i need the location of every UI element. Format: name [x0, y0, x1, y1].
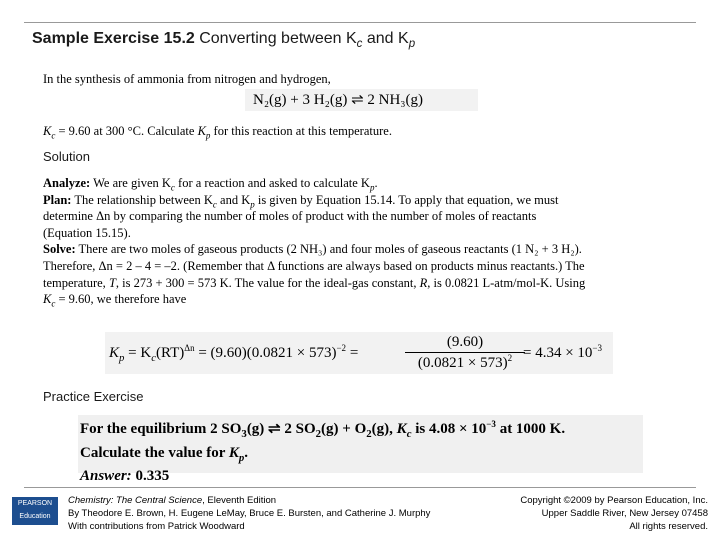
practice-answer: Answer: 0.335 — [80, 468, 170, 484]
solve-line-2: Therefore, Δn = 2 – 4 = –2. (Remember that Δ functions are always based on products minus reactants.) The — [43, 259, 585, 273]
plan-line-1: Plan: The relationship between $K_c$ and $K_p$ is given by Equation 15.14. To apply that equation, we must — [43, 192, 559, 210]
practice-box — [78, 415, 643, 484]
practice-heading: Practice Exercise — [43, 389, 144, 404]
solve-line-1: Solve: There are two moles of gaseous products (2 NH₃) and four moles of gaseous reactants (1 N₂ + 3 H₂). — [43, 242, 582, 257]
analyze-line: Analyze: We are given $K_c$ for a reaction and asked to calculate $K_p$. — [43, 176, 378, 193]
practice-line-2: Calculate the value for $K_p$. — [80, 444, 249, 464]
footer-citation: Chemistry: The Central Science, Eleventh Edition By Theodore E. Brown, H. Eugene LeMay, Bruce E. Bursten, and Catherine J. Murphy With contributions from Patrick Woodward — [68, 495, 431, 532]
reaction-equation: N₂(g) + 3 H₂(g) ⇌ 2 NH₃(g) — [245, 89, 478, 111]
solve-line-3: temperature, T, is 273 + 300 = 573 K. The value for the ideal-gas constant, R, is 0.0821 L-atm/mol-K. Using — [43, 275, 586, 290]
pearson-logo: PEARSON Education — [12, 497, 58, 525]
page-title: Sample Exercise 15.2 Converting between $K_c$ and $K_p$ — [32, 30, 416, 51]
solution-heading: Solution — [43, 149, 90, 164]
given-text: $K_c = 9.60$ at 300 °C. Calculate $K_p$ for this reaction at this temperature. — [43, 124, 392, 141]
bottom-rule — [24, 487, 696, 488]
kp-calculation: $K_p = K_c(RT)^{\Delta n} = (9.60)(0.0821 \times 573)^{-2}$ = (9.60) $(0.0821 \times 573)^2$ = $4.34 \times 10^{-3}$ — [105, 332, 613, 374]
plan-line-2: determine Δn by comparing the number of moles of product with the number of moles of reactants — [43, 209, 537, 224]
intro-text: In the synthesis of ammonia from nitrogen and hydrogen, — [43, 72, 331, 86]
solve-line-4: $K_c = 9.60$, we therefore have — [43, 292, 187, 309]
footer-copyright: Copyright ©2009 by Pearson Education, Inc. Upper Saddle River, New Jersey 07458 All rights reserved. — [520, 495, 708, 532]
top-rule — [24, 22, 696, 23]
practice-line-1: For the equilibrium 2 $SO_3(g)$ ⇌ 2 $SO_2(g) + O_2(g)$, $K_c$ is $4.08 \times 10^{-3}$ at 1000 K. — [80, 419, 566, 440]
plan-line-3: (Equation 15.15). — [43, 225, 131, 240]
